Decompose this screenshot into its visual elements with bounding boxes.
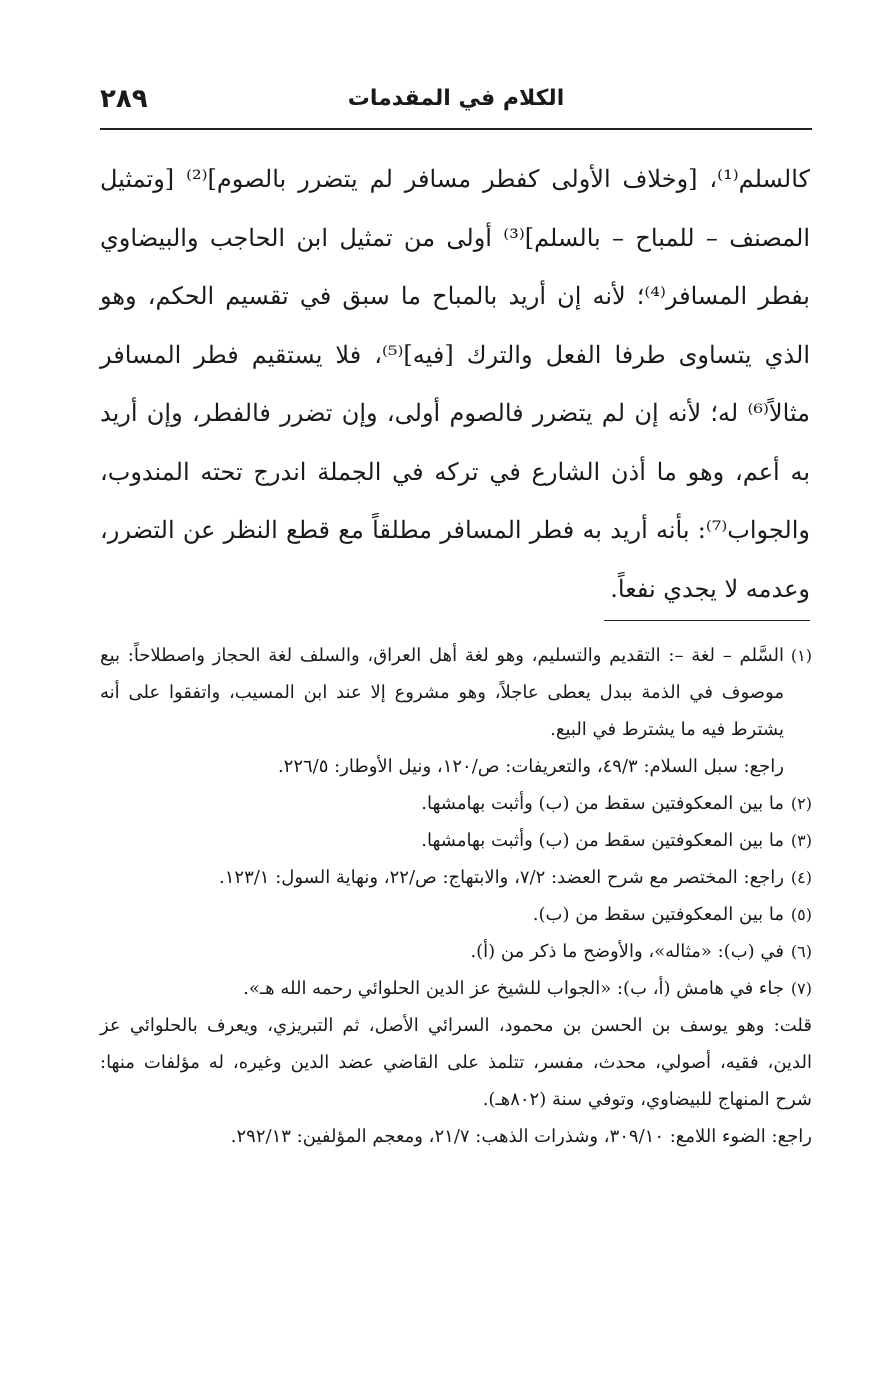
footnote-7 bbox=[100, 970, 812, 1007]
footnote-number: (٥) bbox=[790, 905, 812, 924]
footnote-6 bbox=[100, 933, 812, 970]
footnote-separator bbox=[604, 620, 810, 621]
footnote-1 bbox=[100, 637, 812, 748]
footnote-number: (٧) bbox=[790, 979, 812, 998]
header-rule bbox=[100, 128, 812, 130]
footnote-text: جاء في هامش (أ، ب): «الجواب للشيخ عز الدين الحلوائي رحمه الله هـ». bbox=[243, 978, 784, 999]
footnote-1-reference: راجع: سبل السلام: ٤٩/٣، والتعريفات: ص/١٢٠، ونيل الأوطار: ٢٢٦/٥. bbox=[277, 756, 784, 777]
footnote-text: السَّلم – لغة –: التقديم والتسليم، وهو لغة أهل العراق، والسلف لغة الحجاز واصطلاحاً: بيع موصوف في الذمة ببدل يعطى عاجلاً، وهو مشروع إلا عند ابن المسيب، واتفقوا على أنه يشترط فيه ما يشترط في البيع. bbox=[100, 645, 784, 740]
main-text-block bbox=[100, 150, 810, 618]
footnotes-block bbox=[100, 637, 812, 1155]
running-title: الكلام في المقدمات bbox=[347, 86, 565, 111]
footnote-text: راجع: المختصر مع شرح العضد: ٧/٢، والابتهاج: ص/٢٢، ونهاية السول: ١٢٣/١. bbox=[219, 867, 784, 888]
footnote-text: ما بين المعكوفتين سقط من (ب) وأثبت بهامشها. bbox=[421, 793, 784, 814]
footnote-text: ما بين المعكوفتين سقط من (ب) وأثبت بهامشها. bbox=[421, 830, 784, 851]
footnote-7-reference: راجع: الضوء اللامع: ٣٠٩/١٠، وشذرات الذهب: ٢١/٧، ومعجم المؤلفين: ٢٩٢/١٣. bbox=[230, 1126, 812, 1147]
footnote-number: (٢) bbox=[790, 794, 812, 813]
footnote-2 bbox=[100, 785, 812, 822]
footnote-3 bbox=[100, 822, 812, 859]
footnote-7-note: قلت: وهو يوسف بن الحسن بن محمود، السرائي الأصل، ثم التبريزي، ويعرف بالحلوائي عز الدين، فقيه، أصولي، محدث، مفسر، تتلمذ على القاضي عضد الدين وغيره، له مؤلفات منها: شرح المنهاج للبيضاوي، وتوفي سنة (٨٠٢هـ). bbox=[100, 1015, 812, 1110]
footnote-number: (٣) bbox=[790, 831, 812, 850]
main-paragraph: كالسلم⁽¹⁾، [وخلاف الأولى كفطر مسافر لم يتضرر بالصوم]⁽²⁾ [وتمثيل المصنف – للمباح – بالسلم]⁽³⁾ أولى من تمثيل ابن الحاجب والبيضاوي بفطر المسافر⁽⁴⁾؛ لأنه إن أريد بالمباح ما سبق في تقسيم الحكم، وهو الذي يتساوى طرفا الفعل والترك [فيه]⁽⁵⁾، فلا يستقيم فطر المسافر مثالاً⁽⁶⁾ له؛ لأنه إن لم يتضرر فالصوم أولى، وإن تضرر فالفطر، وإن أريد به أعم، وهو ما أذن الشارع في تركه في الجملة اندرج تحته المندوب، والجواب⁽⁷⁾: بأنه أريد به فطر المسافر مطلقاً مع قطع النظر عن التضرر، وعدمه لا يجدي نفعاً. bbox=[100, 165, 810, 603]
running-header bbox=[100, 84, 812, 124]
footnote-number: (١) bbox=[790, 646, 812, 665]
footnote-number: (٦) bbox=[790, 942, 812, 961]
footnote-text: في (ب): «مثاله»، والأوضح ما ذكر من (أ). bbox=[470, 941, 784, 962]
footnote-4 bbox=[100, 859, 812, 896]
footnote-text: ما بين المعكوفتين سقط من (ب). bbox=[532, 904, 784, 925]
footnote-number: (٤) bbox=[790, 868, 812, 887]
page-number: ٢٨٩ bbox=[100, 84, 148, 114]
footnote-5 bbox=[100, 896, 812, 933]
